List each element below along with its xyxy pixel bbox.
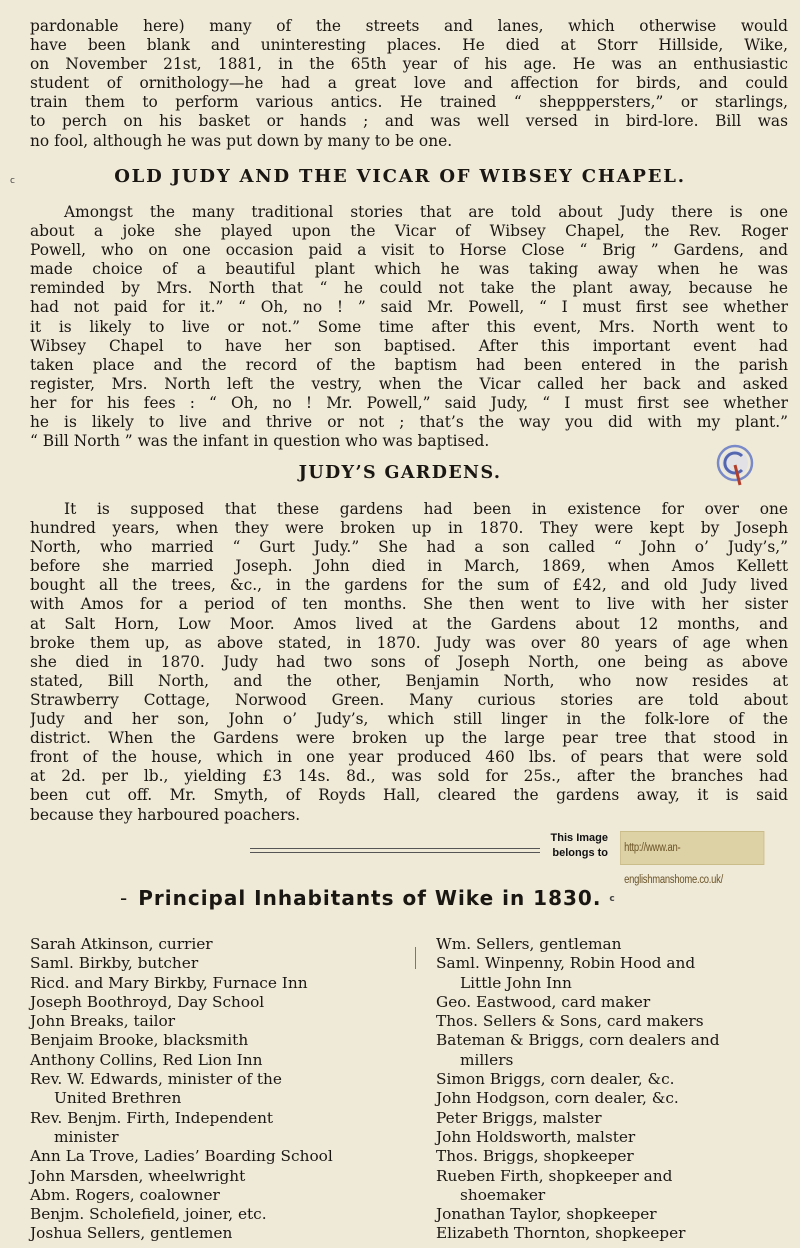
inhabitant-name: Rueben Firth, shopkeeper and xyxy=(436,1166,673,1185)
inhabitant-name: Ricd. and Mary Birkby, Furnace Inn xyxy=(30,973,308,992)
inhabitant-name: John Marsden, wheelwright xyxy=(30,1166,246,1185)
paragraph-line: before she married Joseph. John died in March, 1869, when Amos Kellett xyxy=(30,557,788,576)
inhabitant-entry xyxy=(30,1205,400,1224)
paragraph-line: her for his fees : “ Oh, no ! Mr. Powell,” said Judy, “ I must first see whether xyxy=(30,393,788,412)
watermark-url: http://www.an-englishmanshome.co.uk/ xyxy=(620,831,764,865)
paragraph-line: hundred years, when they were broken up in 1870. They were kept by Joseph xyxy=(30,519,788,538)
paragraph-line: reminded by Mrs. North that “ he could not take the plant away, because he xyxy=(30,279,788,298)
paragraph-line: district. When the Gardens were broken up the large pear tree that stood in xyxy=(30,729,788,748)
inhabitant-entry xyxy=(436,993,796,1012)
inhabitant-entry xyxy=(436,935,796,954)
inhabitant-name: Elizabeth Thornton, shopkeeper xyxy=(436,1224,686,1243)
inhabitant-entry xyxy=(436,1070,796,1089)
inhabitant-name: Abm. Rogers, coalowner xyxy=(30,1185,220,1204)
watermark xyxy=(540,827,790,886)
inhabitant-name: Thos. Briggs, shopkeeper xyxy=(436,1147,634,1166)
inhabitant-entry xyxy=(30,1051,400,1070)
inhabitant-entry xyxy=(30,954,400,973)
inhabitant-entry xyxy=(30,993,400,1012)
paragraph-line: at 2d. per lb., yielding £3 14s. 8d., was sold for 25s., after the branches had xyxy=(30,767,788,786)
paragraph-line: she died in 1870. Judy had two sons of Joseph North, one being as above xyxy=(30,652,788,671)
inhabitant-name: Rev. Benjm. Firth, Independent xyxy=(30,1108,274,1127)
inhabitant-entry xyxy=(30,1224,400,1243)
paragraph-line: broke them up, as above stated, in 1870. Judy was over 80 years of age when xyxy=(30,633,788,652)
inhabitant-entry xyxy=(436,1089,796,1108)
heading-old-judy: OLD JUDY AND THE VICAR OF WIBSEY CHAPEL. xyxy=(114,166,686,187)
inhabitant-entry xyxy=(436,1205,796,1224)
inhabitant-name: John Breaks, tailor xyxy=(30,1012,176,1031)
inhabitant-name: Geo. Eastwood, card maker xyxy=(436,992,651,1011)
inhabitant-entry xyxy=(436,1147,796,1166)
inhabitant-name: Joseph Boothroyd, Day School xyxy=(30,992,265,1011)
inhabitant-entry xyxy=(30,935,400,954)
inhabitant-entry xyxy=(30,1186,400,1205)
inhabitant-continuation: Little John Inn xyxy=(460,973,572,992)
watermark-label-line1: This Image xyxy=(550,832,608,844)
inhabitant-entry xyxy=(30,1167,400,1186)
inhabitant-name: Benjaim Brooke, blacksmith xyxy=(30,1031,249,1050)
margin-mark-left: c xyxy=(10,176,15,186)
inhabitant-name: Simon Briggs, corn dealer, &c. xyxy=(436,1070,675,1089)
watermark-label xyxy=(548,831,608,861)
inhabitant-entry xyxy=(436,1031,796,1070)
paragraph-line: had not paid for it.” “ Oh, no ! ” said Mr. Powell, “ I must first see whether xyxy=(30,298,788,317)
inhabitant-name: John Holdsworth, malster xyxy=(436,1127,636,1146)
inhabitant-entry xyxy=(30,1147,400,1166)
paragraph-line: at Salt Horn, Low Moor. Amos lived at the Gardens about 12 months, and xyxy=(30,614,788,633)
inhabitant-continuation: millers xyxy=(460,1050,514,1069)
paragraph-line: about a joke she played upon the Vicar of Wibsey Chapel, the Rev. Roger xyxy=(30,222,788,241)
paragraph-line: he is likely to live and thrive or not ; that’s the way you did with my plant.” xyxy=(30,413,788,432)
inhabitant-entry xyxy=(30,1031,400,1050)
inhabitant-continuation: United Brethren xyxy=(54,1089,182,1108)
inhabitant-name: Ann La Trove, Ladies’ Boarding School xyxy=(30,1147,333,1166)
paragraph-line: It is supposed that these gardens had been in existence for over one xyxy=(64,500,788,518)
paragraph-line: Judy and her son, John o’ Judy’s, which still linger in the folk-lore of the xyxy=(30,710,788,729)
inhabitant-entry xyxy=(436,1224,796,1243)
paragraph-line: train them to perform various antics. He trained “ shepppersters,” or starlings, xyxy=(30,93,788,112)
section-title-text: Principal Inhabitants of Wike in 1830. xyxy=(138,886,602,910)
paragraph-line: bought all the trees, &c., in the gardens for the sum of £42, and old Judy lived xyxy=(30,576,788,595)
inhabitants-list-right xyxy=(436,935,796,1244)
margin-mark-right: c xyxy=(609,894,616,904)
paragraph-line: no fool, although he was put down by many to be one. xyxy=(30,131,453,150)
inhabitant-name: Joshua Sellers, gentlemen xyxy=(30,1224,233,1243)
paragraph-line: North, who married “ Gurt Judy.” She had a son called “ John o’ Judy’s,” xyxy=(30,538,788,557)
paragraph-judys-gardens xyxy=(30,500,788,825)
paragraph-line: have been blank and uninteresting places. He died at Storr Hillside, Wike, xyxy=(30,36,788,55)
inhabitant-continuation: shoemaker xyxy=(460,1185,546,1204)
paragraph-bill-north xyxy=(30,17,788,151)
copyright-stamp-icon xyxy=(713,443,757,487)
paragraph-old-judy xyxy=(30,203,788,451)
paragraph-line: Amongst the many traditional stories that are told about Judy there is one xyxy=(64,203,788,221)
inhabitant-name: Jonathan Taylor, shopkeeper xyxy=(436,1205,657,1224)
inhabitant-entry xyxy=(436,1128,796,1147)
inhabitant-name: Anthony Collins, Red Lion Inn xyxy=(30,1050,263,1069)
paragraph-line: pardonable here) many of the streets and lanes, which otherwise would xyxy=(30,17,788,35)
inhabitant-continuation: minister xyxy=(54,1127,119,1146)
paragraph-line: with Amos for a period of ten months. She then went to live with her sister xyxy=(30,595,788,614)
inhabitant-name: Bateman & Briggs, corn dealers and xyxy=(436,1031,720,1050)
paragraph-line: been cut off. Mr. Smyth, of Royds Hall, cleared the gardens away, it is said xyxy=(30,786,788,805)
section-title-inhabitants: - Principal Inhabitants of Wike in 1830. $^c$ xyxy=(120,886,616,910)
inhabitant-name: Saml. Winpenny, Robin Hood and xyxy=(436,954,696,973)
inhabitant-entry xyxy=(436,954,796,993)
inhabitant-entry xyxy=(30,1012,400,1031)
inhabitant-entry xyxy=(436,1167,796,1206)
paragraph-line: student of ornithology—he had a great love and affection for birds, and could xyxy=(30,74,788,93)
inhabitant-entry xyxy=(436,1109,796,1128)
paragraph-line: taken place and the record of the baptism had been entered in the parish xyxy=(30,355,788,374)
paragraph-line: to perch on his basket or hands ; and was well versed in bird-lore. Bill was xyxy=(30,112,788,131)
paragraph-line: stated, Bill North, and the other, Benjamin North, who now resides at xyxy=(30,671,788,690)
inhabitant-name: John Hodgson, corn dealer, &c. xyxy=(436,1089,679,1108)
watermark-label-line2: belongs to xyxy=(552,847,608,859)
heading-judys-gardens: JUDY’S GARDENS. xyxy=(298,463,502,483)
paragraph-line: Powell, who on one occasion paid a visit to Horse Close “ Brig ” Gardens, and xyxy=(30,241,788,260)
inhabitant-entry xyxy=(30,1109,400,1148)
inhabitant-name: Peter Briggs, malster xyxy=(436,1108,602,1127)
paragraph-line: “ Bill North ” was the infant in question who was baptised. xyxy=(30,432,490,451)
paragraph-line: Wibsey Chapel to have her son baptised. After this important event had xyxy=(30,336,788,355)
paragraph-line: it is likely to live or not.” Some time after this event, Mrs. North went to xyxy=(30,317,788,336)
section-separator xyxy=(250,840,540,858)
paragraph-line: because they harboured poachers. xyxy=(30,805,301,824)
inhabitant-name: Rev. W. Edwards, minister of the xyxy=(30,1070,282,1089)
paragraph-line: register, Mrs. North left the vestry, when the Vicar called her back and asked xyxy=(30,374,788,393)
inhabitant-name: Benjm. Scholefield, joiner, etc. xyxy=(30,1205,267,1224)
column-divider xyxy=(415,947,416,969)
paragraph-line: Strawberry Cottage, Norwood Green. Many curious stories are told about xyxy=(30,690,788,709)
inhabitant-name: Wm. Sellers, gentleman xyxy=(436,935,622,953)
paragraph-line: front of the house, which in one year produced 460 lbs. of pears that were sold xyxy=(30,748,788,767)
inhabitant-name: Thos. Sellers & Sons, card makers xyxy=(436,1012,704,1031)
inhabitant-entry xyxy=(436,1012,796,1031)
paragraph-line: made choice of a beautiful plant which he was taking away when he was xyxy=(30,260,788,279)
inhabitant-entry xyxy=(30,1070,400,1109)
inhabitant-name: Saml. Birkby, butcher xyxy=(30,954,199,973)
inhabitants-list-left xyxy=(30,935,400,1244)
inhabitant-name: Sarah Atkinson, currier xyxy=(30,935,213,953)
inhabitant-entry xyxy=(30,974,400,993)
paragraph-line: on November 21st, 1881, in the 65th year of his age. He was an enthusiastic xyxy=(30,55,788,74)
